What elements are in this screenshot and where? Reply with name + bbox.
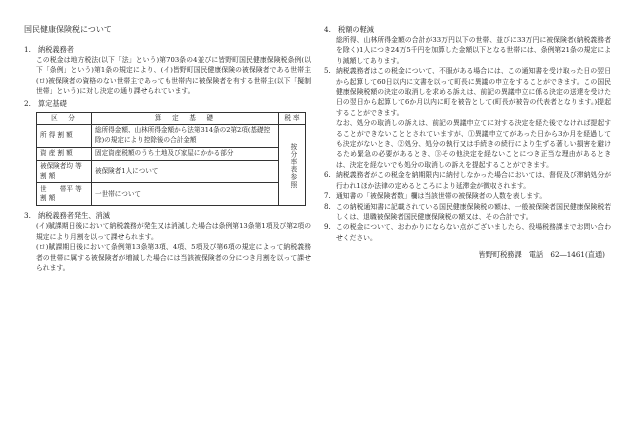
row-label: 資 産 割 額 [37, 148, 92, 161]
row-label: 世 帯平 等 割 額 [37, 183, 92, 206]
contact-line: 皆野町税務課 電話 62―1461(直通) [478, 250, 605, 260]
section-9-number: 9. [324, 223, 331, 232]
row-basis: 総所得金額、山林所得金額から法第314条の2第2項(基礎控除)の規定により控除後の合計金額 [92, 125, 279, 148]
section-7-number: 7. [324, 192, 331, 201]
row-label: 所 得 割 額 [37, 125, 92, 148]
row-basis: 固定資産税額のうち土地及び家屋にかかる部分 [92, 148, 279, 161]
row-label: 被保険者均 等 割 額 [37, 160, 92, 183]
section-6-body: 納税義務者がこの税金を納期限内に納付しなかった場合においては、督促及び滞納処分が行われ1ほか法律の定めるところにより延滞金が徴収されます。 [336, 171, 611, 190]
right-column [324, 24, 611, 260]
section-5-number: 5. [324, 67, 331, 76]
section-1-heading: 1. 納税義務者 [24, 45, 74, 54]
section-3-item-ro: (ロ)賦課期日後において条例第13条第3項、4項、5項及び第6項の規定によって納税義務者の世帯に属する被保険者が増減した場合には当該被保険者の分につき月割を以って課せられます。 [36, 243, 311, 273]
section-6 [324, 170, 611, 191]
section-5-body: 納税義務者はこの税金について、不服がある場合には、この通知書を受け取った日の翌日から起算して60日以内に文書を以って町長に異議の申立をすることができます。この国民健康保険税額の決定の取消しを求める訴えは、前記の異議申立に係る決定の送達を受けた日の翌日から起算して6か月以内に町を被告として(町長が被告の代表者となります。)提起することができます。 [336, 67, 611, 117]
table-row [37, 148, 306, 161]
section-1-body: この税金は地方税法(以下「法」という)第703条の4並びに皆野町国民健康保険税条例(以下「条例」という)第1条の規定により、(イ)皆野町国民健康保険の被保険者である世帯主(ロ)被保険者の資格のない世帯主であっても世帯内に被保険者を有する世帯主(以下「擬制世帯」という)に対し決定の通り課せられています。 [36, 56, 311, 96]
table-header-row [37, 112, 306, 125]
section-8 [324, 202, 611, 223]
table-row [37, 160, 306, 183]
section-3-heading: 3. 納税義務者発生、消滅 [24, 211, 110, 221]
section-4-body: 総所得、山林所得金額の合計が33万円以下の世帯、並びに33万円に被保険者(納税義務者を除く)1人につき24万5千円を加算した金額以下となる世帯には、条例第21条の規定により減額してあります。 [336, 36, 611, 65]
document-title: 国民健康保険税について [24, 25, 112, 34]
table-header-cell: 税 率 [279, 112, 306, 125]
row-basis: 一世帯について [92, 183, 279, 206]
table-header-cell: 区 分 [37, 112, 92, 125]
rate-note: 按分率表参照 [288, 142, 297, 189]
table-row [37, 125, 306, 148]
table-header-cell: 算 定 基 礎 [92, 112, 279, 125]
section-9 [324, 222, 611, 243]
section-7 [324, 191, 611, 201]
section-6-number: 6. [324, 171, 331, 180]
table-row [37, 183, 306, 206]
section-8-number: 8. [324, 202, 331, 211]
section-8-body: この納税通知書に記載されている国民健康保険税の額は、一般被保険者国民健康保険税若しくは、退職被保険者国民健康保険税の額又は、その合計です。 [336, 202, 611, 221]
rate-cell [279, 125, 306, 206]
row-basis: 被保険者1人について [92, 160, 279, 183]
left-column [24, 24, 311, 273]
section-7-body: 通知書の「被保険者数」欄は当該世帯の被保険者の人数を表します。 [336, 192, 547, 201]
section-5-body-2: なお、処分の取消しの訴えは、前記の異議申立てに対する決定を経た後でなければ提起することができないこととされていますが、①異議申立てがあった日から3か月を経過しても決定がないとき、②処分、処分の執行又は手続きの続行により生ずる著しい損害を避けるため緊急の必要があるとき、③その他決定を経ないことにつき正当な理由があるときは、決定を経ないでも処分の取消しの訴えを提起することができます。 [336, 119, 611, 169]
section-3-item-i: (イ)賦課期日後において納税義務が発生又は消滅した場合は条例第13条第1項及び第2項の規定により月割を以って課せられます。 [36, 222, 311, 241]
section-9-body: この税金について、おわかりにならない点がございましたら、役場税務課までお問い合わせください。 [336, 223, 611, 242]
section-4-heading: 4. 税額の軽減 [324, 25, 374, 34]
basis-table [36, 112, 306, 207]
section-2-heading: 2. 算定基礎 [24, 98, 67, 108]
section-5 [324, 66, 611, 170]
